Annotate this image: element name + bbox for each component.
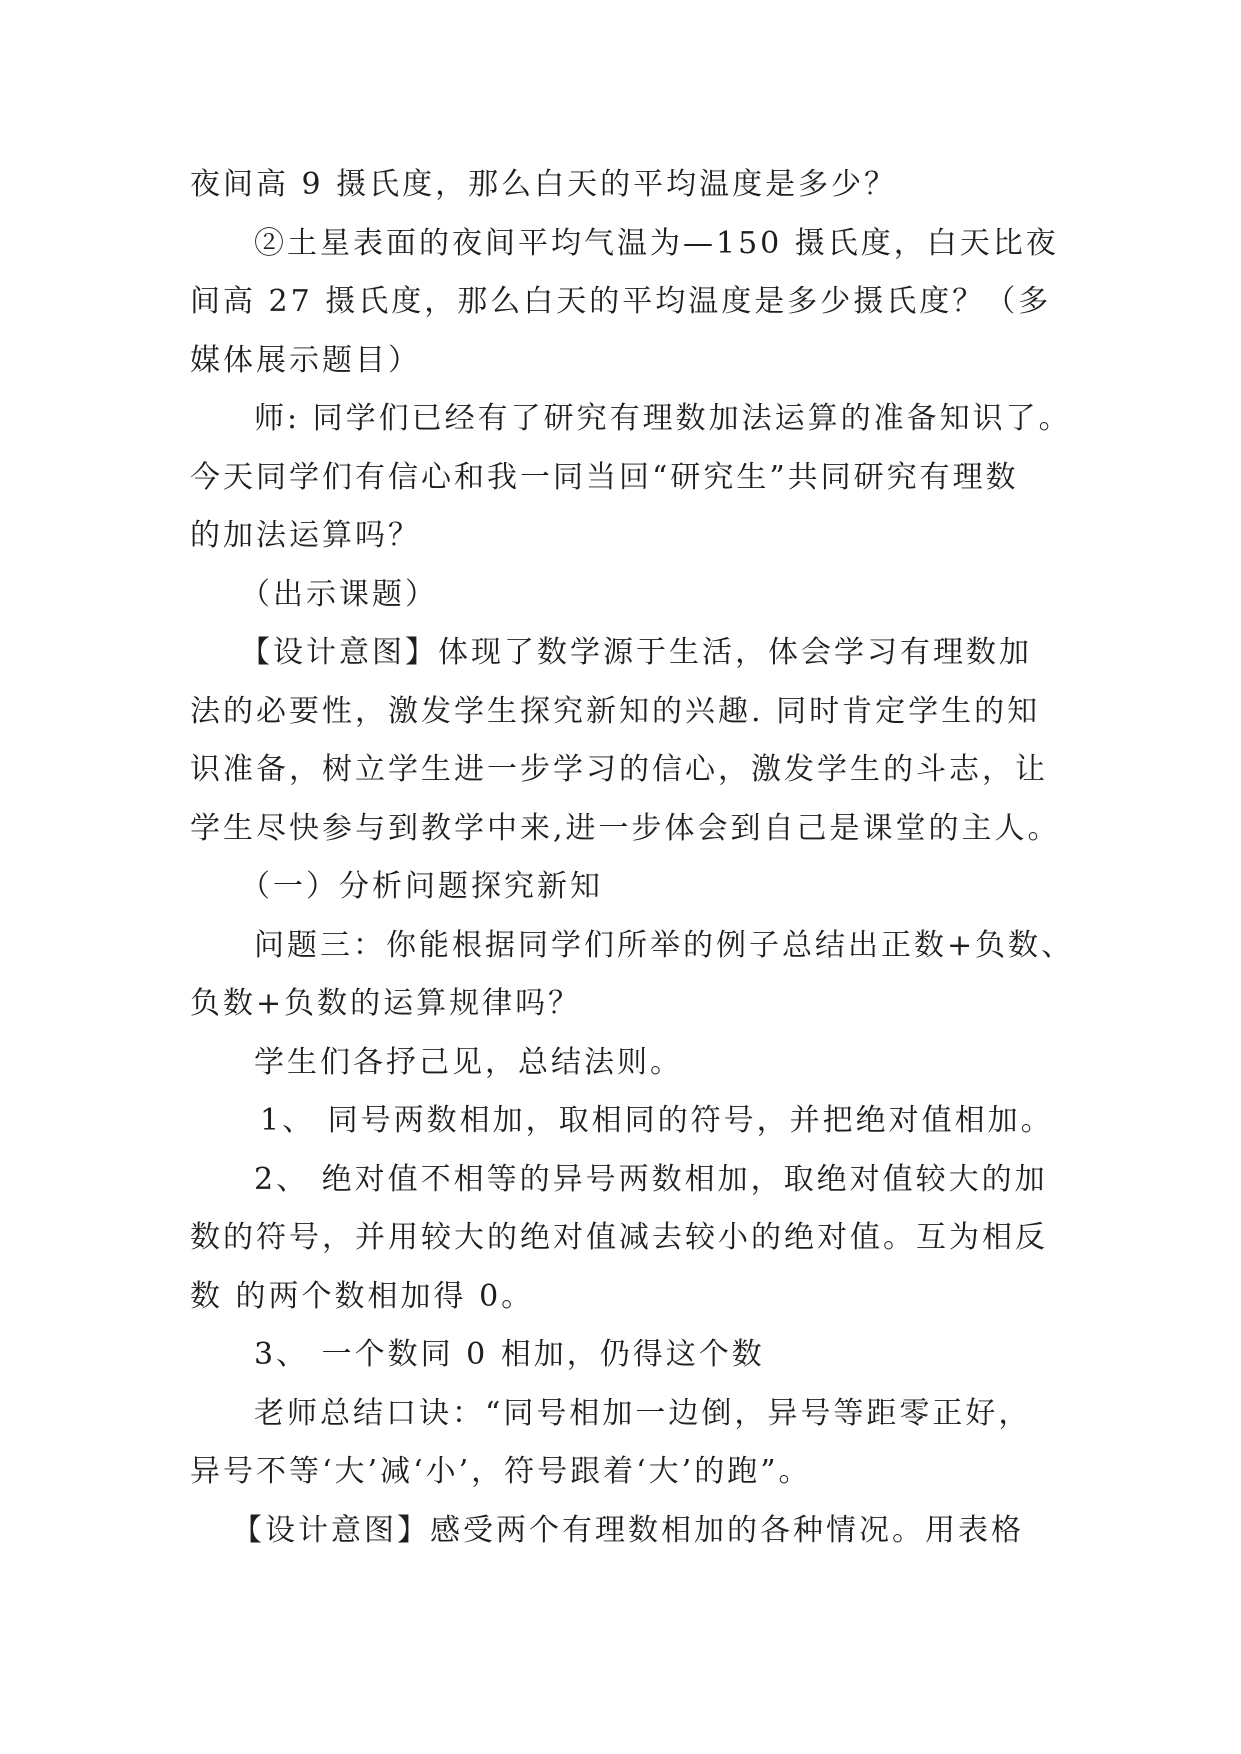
- rule-item: 2、 绝对值不相等的异号两数相加，取绝对值较大的加: [254, 1161, 1048, 1197]
- text-line: 识准备，树立学生进一步学习的信心，激发学生的斗志，让: [190, 752, 1048, 787]
- rule-item: 3、 一个数同 0 相加，仍得这个数: [254, 1337, 765, 1372]
- rule-item: 1、 同号两数相加，取相同的符号，并把绝对值相加。: [260, 1103, 1054, 1138]
- text-line: 负数+负数的运算规律吗？: [190, 986, 582, 1021]
- text-line: （出示课题）: [240, 576, 438, 612]
- text-line: 的加法运算吗？: [190, 518, 421, 553]
- text-line: 【设计意图】体现了数学源于生活，体会学习有理数加: [240, 635, 1032, 670]
- text-line: 学生们各抒己见，总结法则。: [254, 1044, 683, 1080]
- text-line: ②土星表面的夜间平均气温为—150 摄氏度，白天比夜: [254, 225, 1059, 261]
- document-body: [190, 156, 1075, 1560]
- text-line: 异号不等‘大’减‘小’，符号跟着‘大’的跑”。: [190, 1454, 812, 1489]
- text-line: 数 的两个数相加得 0。: [190, 1278, 535, 1314]
- text-line: 数的符号，并用较大的绝对值减去较小的绝对值。互为相反: [190, 1220, 1048, 1255]
- text-line: 【设计意图】感受两个有理数相加的各种情况。用表格: [232, 1512, 1024, 1548]
- section-heading: （一）分析问题探究新知: [240, 869, 603, 904]
- text-line: 问题三：你能根据同学们所举的例子总结出正数+负数、: [254, 927, 1075, 963]
- text-line: 今天同学们有信心和我一同当回“研究生”共同研究有理数: [190, 459, 1019, 495]
- text-line: 间高 27 摄氏度，那么白天的平均温度是多少摄氏度？（多: [190, 284, 1052, 319]
- text-line: 老师总结口诀：“同号相加一边倒，异号等距零正好，: [254, 1395, 1032, 1431]
- text-line: 师: 同学们已经有了研究有理数加法运算的准备知识了。: [254, 401, 1072, 436]
- text-line: 法的必要性，激发学生探究新知的兴趣. 同时肯定学生的知: [190, 693, 1041, 729]
- text-line: 夜间高 9 摄氏度，那么白天的平均温度是多少？: [190, 167, 898, 202]
- text-line: 媒体展示题目）: [190, 342, 421, 378]
- text-line: 学生尽快参与到教学中来,进一步体会到自己是课堂的主人。: [190, 810, 1061, 846]
